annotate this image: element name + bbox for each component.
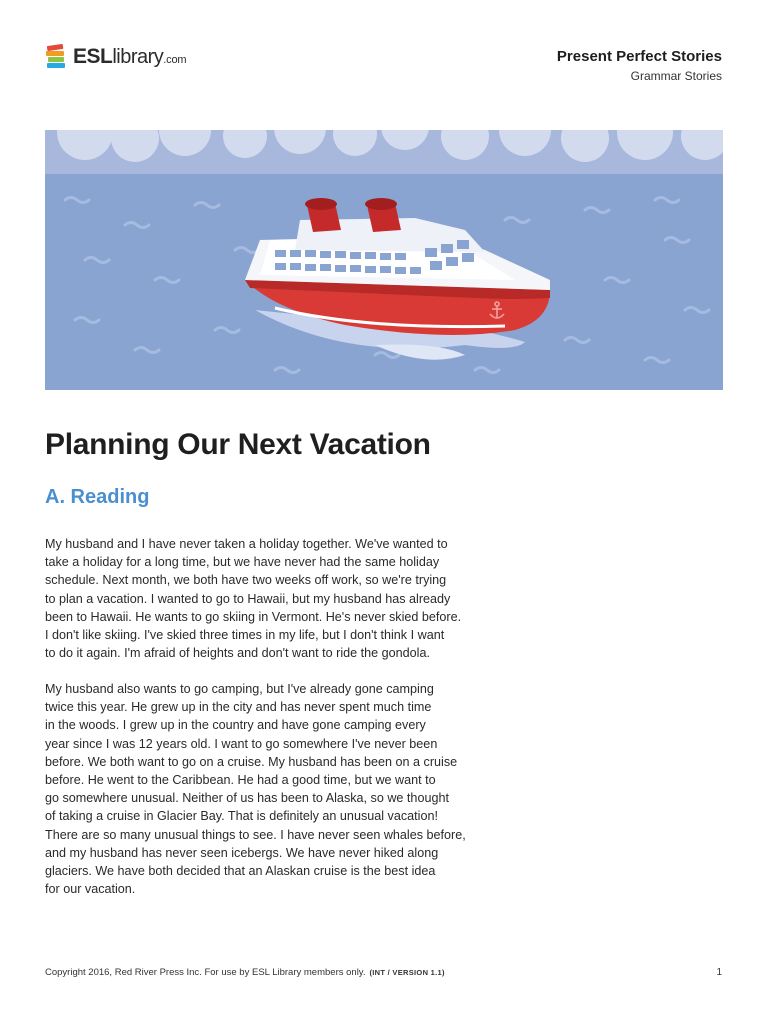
logo-wordmark xyxy=(73,45,186,69)
text-line: There are so many unusual things to see. I have never seen whales before, xyxy=(45,827,466,842)
text-line: year since I was 12 years old. I want to go somewhere I've never been xyxy=(45,736,438,751)
series-subtitle: Grammar Stories xyxy=(630,69,722,83)
text-line: I don't like skiing. I've skied three times in my life, but I don't think I want xyxy=(45,628,445,643)
esl-library-logo xyxy=(45,44,186,70)
page-number: 1 xyxy=(716,967,722,978)
logo-domain: .com xyxy=(163,54,187,66)
page-title: Planning Our Next Vacation xyxy=(45,428,431,461)
section-heading: A. Reading xyxy=(45,486,150,508)
text-line: been to Hawaii. He wants to go skiing in Vermont. He's never skied before. xyxy=(45,609,462,624)
series-title: Present Perfect Stories xyxy=(556,48,722,65)
banner-illustration xyxy=(45,130,723,390)
text-line: and my husband has never seen icebergs. We have never hiked along xyxy=(45,845,439,860)
logo-esl: ESL xyxy=(73,45,113,68)
text-line: twice this year. He grew up in the city and has never spent much time xyxy=(45,700,432,715)
text-line: in the woods. I grew up in the country and have gone camping every xyxy=(45,718,426,733)
text-line: My husband also wants to go camping, but I've already gone camping xyxy=(45,682,434,696)
text-line: go somewhere unusual. Neither of us has been to Alaska, so we thought xyxy=(45,791,449,806)
header-series xyxy=(557,48,722,83)
stacked-books-icon xyxy=(45,44,69,70)
text-line: schedule. Next month, we both have two weeks off work, so we're trying xyxy=(45,573,447,588)
text-line: My husband and I have never taken a holiday together. We've wanted to xyxy=(45,537,448,551)
text-line: of taking a cruise in Glacier Bay. That is definitely an unusual vacation! xyxy=(45,809,438,824)
text-line: take a holiday for a long time, but we have never had the same holiday xyxy=(45,555,440,570)
reading-paragraph-2 xyxy=(45,680,495,898)
text-line: to plan a vacation. I wanted to go to Hawaii, but my husband has already xyxy=(45,591,451,606)
cruise-ship-illustration xyxy=(45,130,723,390)
reading-paragraph-1 xyxy=(45,535,495,662)
text-line: glaciers. We have both decided that an Alaskan cruise is the best idea xyxy=(45,864,436,879)
version-label: (INT / VERSION 1.1) xyxy=(369,968,445,977)
text-line: for our vacation. xyxy=(45,882,136,897)
text-line: before. He went to the Caribbean. He had a good time, but we want to xyxy=(45,773,436,788)
footer-copyright xyxy=(45,967,445,978)
text-line: to do it again. I'm afraid of heights and don't want to ride the gondola. xyxy=(45,646,430,661)
logo-library: library xyxy=(112,46,164,68)
text-line: before. We both want to go on a cruise. My husband has been on a cruise xyxy=(45,754,458,769)
copyright-text: Copyright 2016, Red River Press Inc. For use by ESL Library members only. xyxy=(45,967,366,978)
